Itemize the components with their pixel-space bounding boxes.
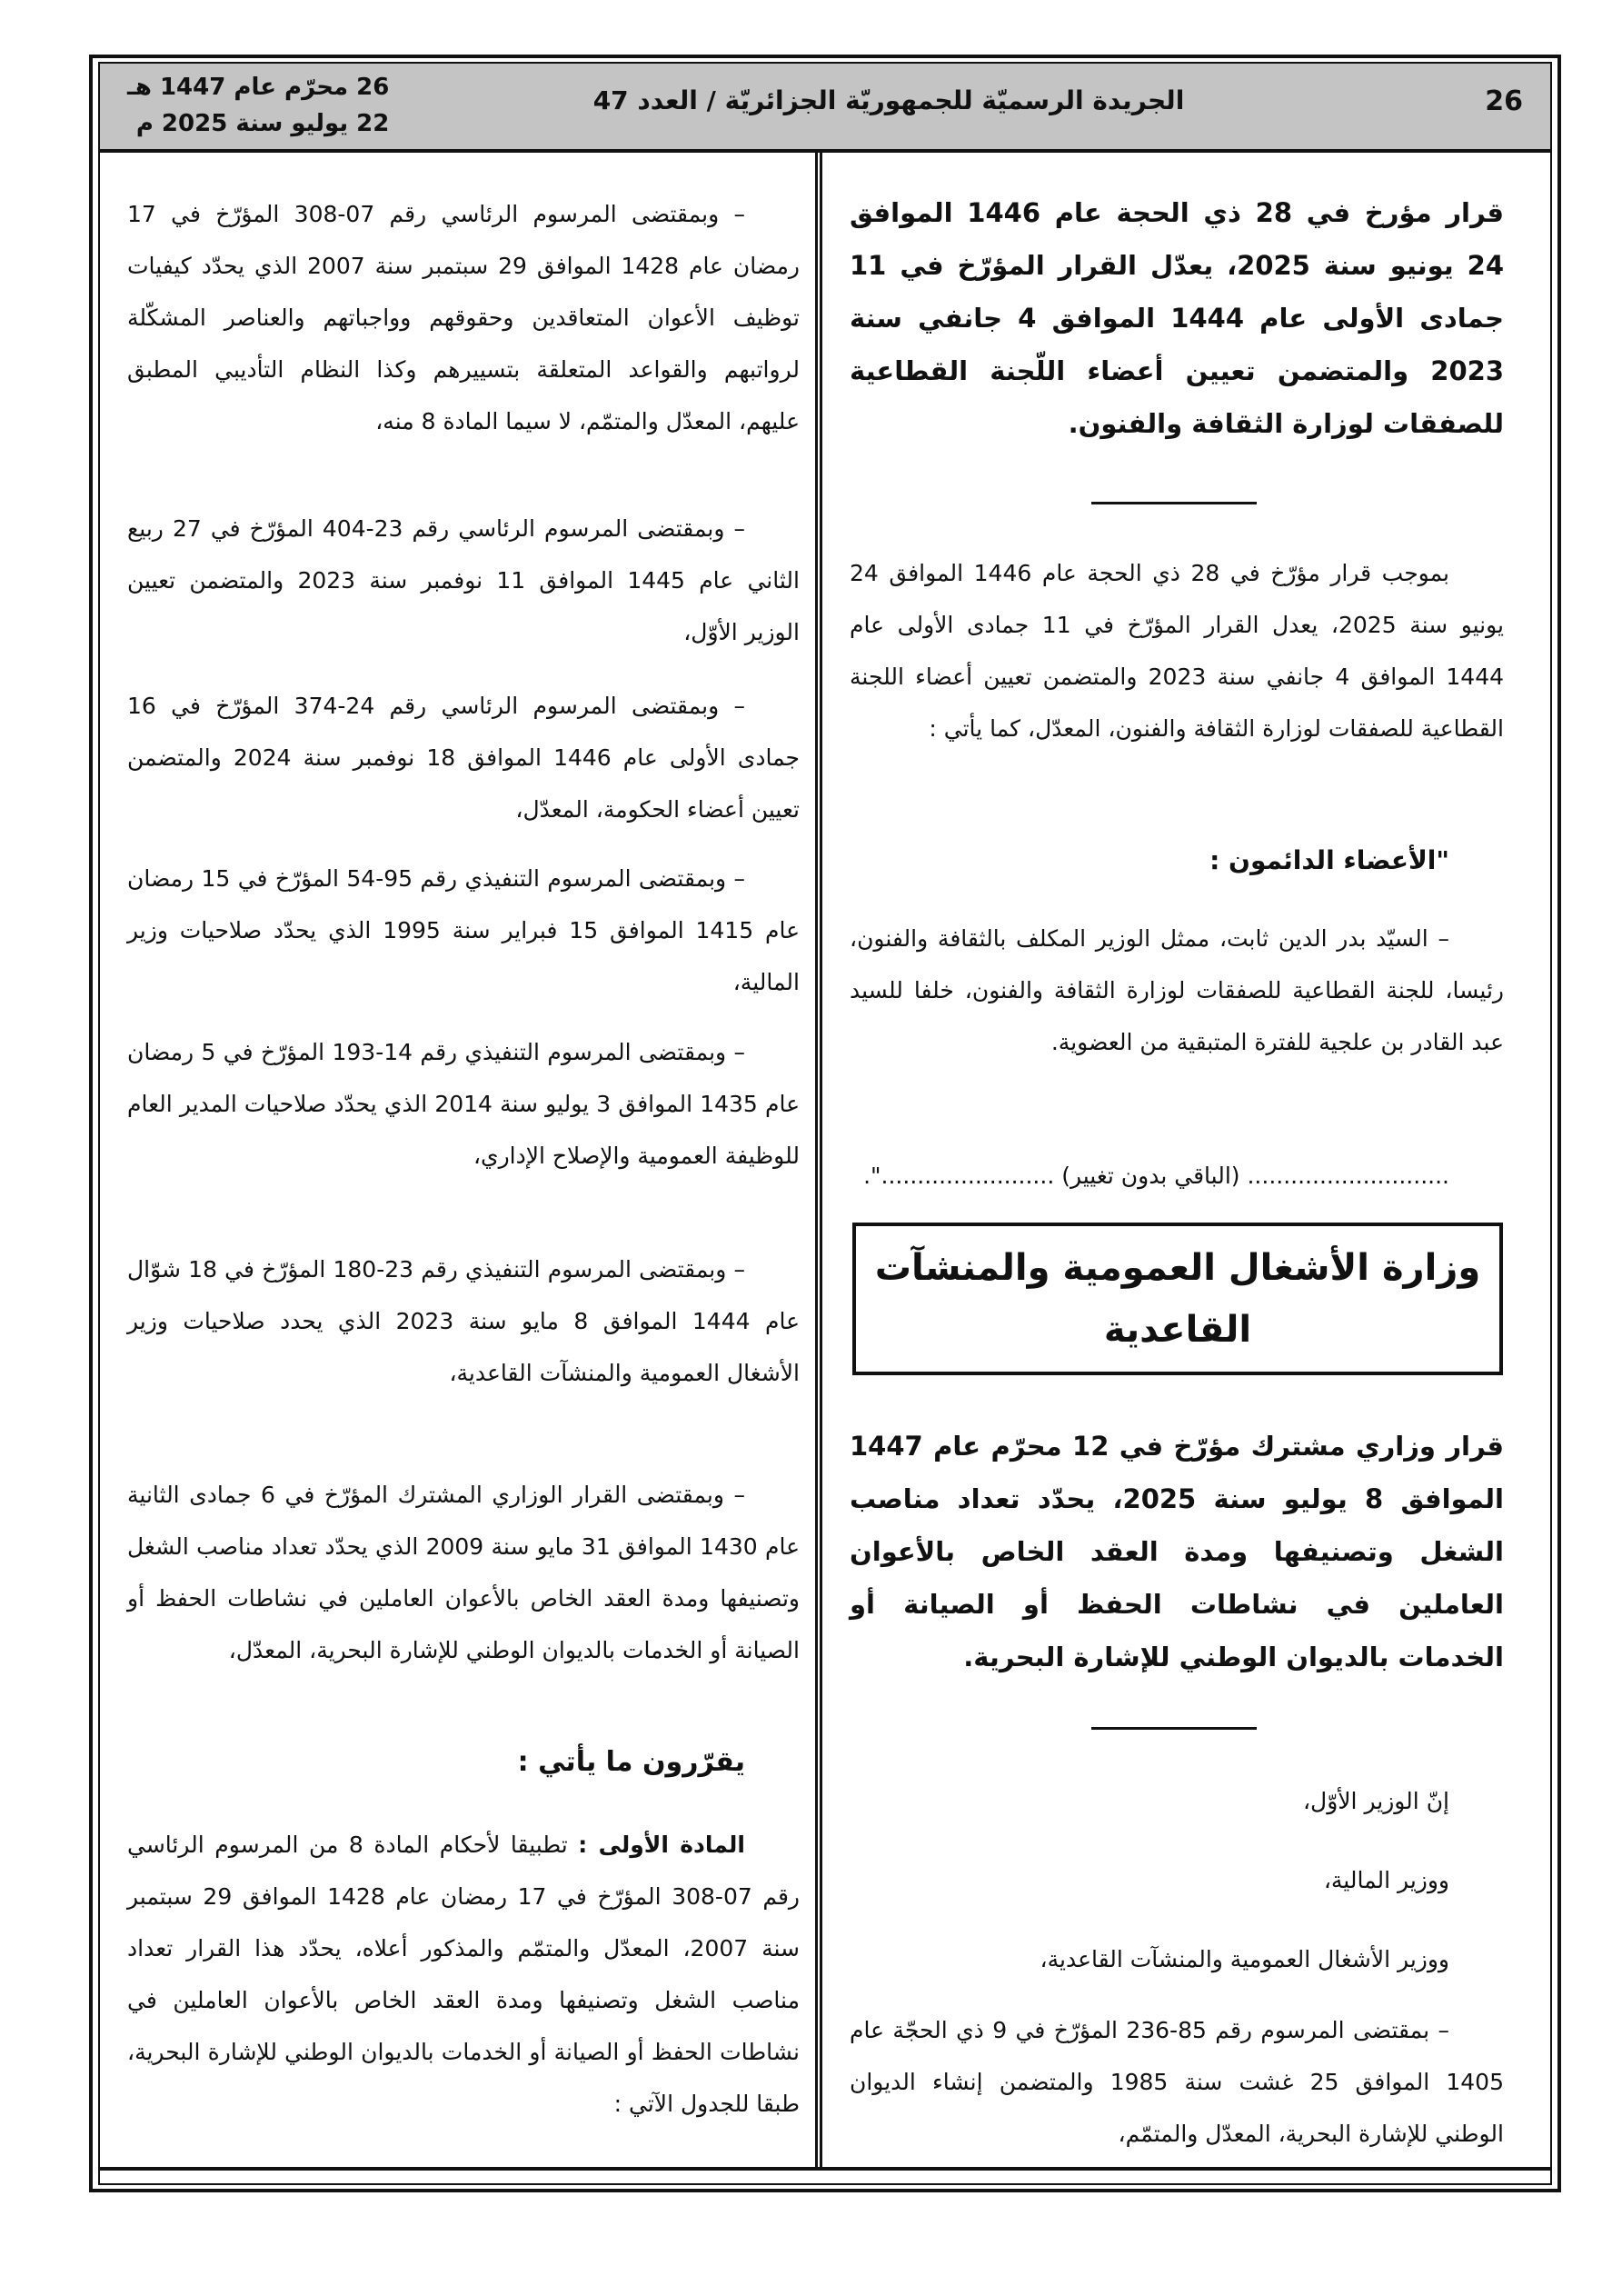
member-item: – السيّد بدر الدين ثابت، ممثل الوزير المكلف بالثقافة والفنون، رئيسا، للجنة القطاعية للصفقات لوزارة الثقافة والفنون، خلفا للسيد عبد القادر بن علجية للفترة المتبقية من العضوية. — [850, 925, 1504, 1055]
decree-heading: يقرّرون ما يأتي : — [517, 1746, 745, 1778]
gazette-header — [100, 64, 1550, 153]
visa-paragraph: – وبمقتضى المرسوم الرئاسي رقم 07-308 المؤرّخ في 17 رمضان عام 1428 الموافق 29 سبتمبر سنة 2007 الذي يحدّد كيفيات توظيف الأعوان المتعاقدين وحقوقهم وواجباتهم والعناصر المشكّلة لرواتبهم والقواعد المتعلقة بتسييرهم وكذا النظام التأديبي المطبق عليهم، المعدّل والمتمّم، لا سيما المادة 8 منه، — [127, 201, 800, 434]
signatory-finance-minister: ووزير المالية، — [1323, 1867, 1449, 1893]
visa-paragraph: – بمقتضى المرسوم رقم 85-236 المؤرّخ في 9 ذي الحجّة عام 1405 الموافق 25 غشت سنة 1985 والمتضمن إنشاء الديوان الوطني للإشارة البحرية، المعدّل والمتمّم، — [850, 2017, 1504, 2147]
page-number: 26 — [1485, 85, 1523, 117]
remainder-unchanged: ............................ (الباقي بدون تغيير) ........................". — [863, 1163, 1449, 1189]
visa-paragraph: – وبمقتضى المرسوم التنفيذي رقم 95-54 المؤرّخ في 15 رمضان عام 1415 الموافق 15 فبراير سنة 1995 الذي يحدّد صلاحيات وزير المالية، — [127, 865, 800, 995]
article-1 — [127, 1819, 800, 2130]
visa-paragraph: – وبمقتضى المرسوم الرئاسي رقم 23-404 المؤرّخ في 27 ربيع الثاني عام 1445 الموافق 11 نوفمبر سنة 2023 والمتضمن تعيين الوزير الأوّل، — [127, 515, 800, 645]
permanent-members-heading: "الأعضاء الدائمون : — [1209, 845, 1449, 875]
visa-paragraph: – وبمقتضى المرسوم التنفيذي رقم 23-180 المؤرّخ في 18 شوّال عام 1444 الموافق 8 مايو سنة 2023 الذي يحدد صلاحيات وزير الأشغال العمومية والمنشآت القاعدية، — [127, 1256, 800, 1386]
decision1-title: قرار مؤرخ في 28 ذي الحجة عام 1446 الموافق 24 يونيو سنة 2025، يعدّل القرار المؤرّخ في 11 جمادى الأولى عام 1444 الموافق 4 جانفي سنة 2023 والمتضمن تعيين أعضاء اللّجنة القطاعية للصفقات لوزارة الثقافة والفنون. — [850, 197, 1504, 439]
visa-paragraph: – وبمقتضى القرار الوزاري المشترك المؤرّخ في 6 جمادى الثانية عام 1430 الموافق 31 مايو سنة 2009 الذي يحدّد تعداد مناصب الشغل وتصنيفها ومدة العقد الخاص بالأعوان العاملين في نشاطات الحفظ أو الصيانة أو الخدمات بالديوان الوطني للإشارة البحرية، المعدّل، — [127, 1482, 800, 1663]
date-gregorian: 22 يوليو سنة 2025 م — [135, 110, 390, 137]
gazette-title: الجريدة الرسميّة للجمهوريّة الجزائريّة / العدد 47 — [592, 85, 1185, 115]
issue-date — [127, 69, 389, 142]
visa-paragraph: – وبمقتضى المرسوم التنفيذي رقم 14-193 المؤرّخ في 5 رمضان عام 1435 الموافق 3 يوليو سنة 2014 الذي يحدّد صلاحيات المدير العام للوظيفة العمومية والإصلاح الإداري، — [127, 1039, 800, 1169]
bottom-rule — [100, 2167, 1550, 2171]
article-1-label: المادة الأولى : — [578, 1832, 745, 1858]
column-divider — [815, 153, 822, 2169]
signatory-public-works-minister: ووزير الأشغال العمومية والمنشآت القاعدية، — [1040, 1946, 1449, 1972]
article-1-text: تطبيقا لأحكام المادة 8 من المرسوم الرئاسي رقم 07-308 المؤرّخ في 17 رمضان عام 1428 الموافق 29 سبتمبر سنة 2007، المعدّل والمتمّم والمذكور أعلاه، يحدّد هذا القرار تعداد مناصب الشغل وتصنيفها ومدة العقد الخاص بالأعوان العاملين في نشاطات الحفظ أو الصيانة أو الخدمات بالديوان الوطني للإشارة البحرية، طبقا للجدول الآتي : — [127, 1832, 801, 2117]
ministry-heading-box: وزارة الأشغال العمومية والمنشآت القاعدية — [852, 1223, 1503, 1375]
separator — [1091, 1727, 1257, 1730]
signatory-prime-minister: إنّ الوزير الأوّل، — [1302, 1788, 1449, 1814]
separator — [1091, 502, 1257, 504]
decision2-title: قرار وزاري مشترك مؤرّخ في 12 محرّم عام 1447 الموافق 8 يوليو سنة 2025، يحدّد تعداد مناصب الشغل وتصنيفها ومدة العقد الخاص بالأعوان العاملين في نشاطات الحفظ أو الصيانة أو الخدمات بالديوان الوطني للإشارة البحرية. — [850, 1431, 1504, 1672]
decision1-body: بموجب قرار مؤرّخ في 28 ذي الحجة عام 1446 الموافق 24 يونيو سنة 2025، يعدل القرار المؤرّخ في 11 جمادى الأولى عام 1444 الموافق 4 جانفي سنة 2023 والمتضمن تعيين أعضاء اللجنة القطاعية للصفقات لوزارة الثقافة والفنون، المعدّل، كما يأتي : — [850, 560, 1505, 742]
visa-paragraph: – وبمقتضى المرسوم الرئاسي رقم 24-374 المؤرّخ في 16 جمادى الأولى عام 1446 الموافق 18 نوفمبر سنة 2024 والمتضمن تعيين أعضاء الحكومة، المعدّل، — [127, 693, 800, 823]
date-hijri: 26 محرّم عام 1447 هـ — [127, 74, 390, 101]
